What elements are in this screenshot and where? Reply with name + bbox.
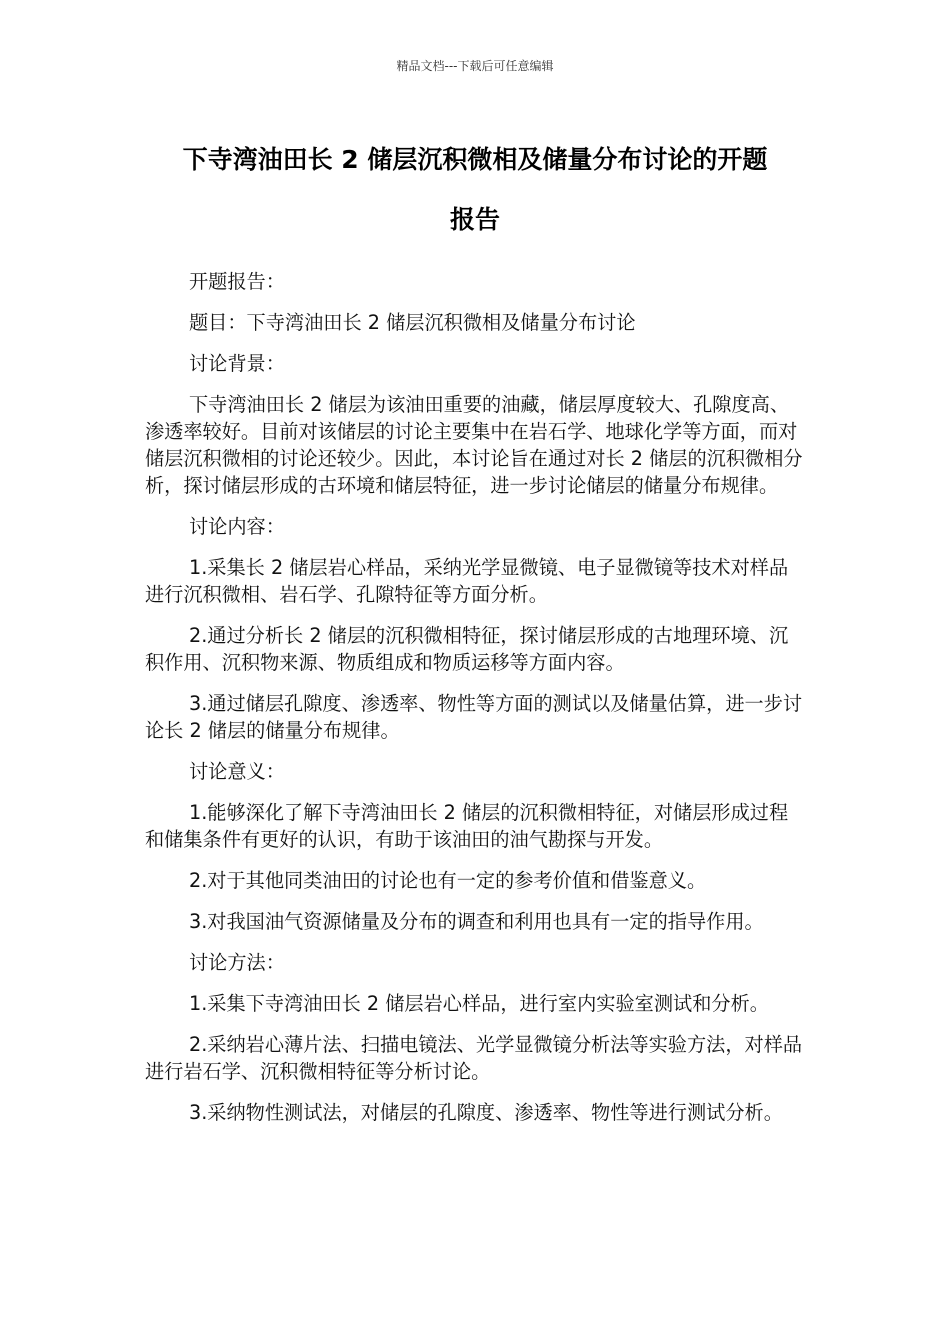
topic-line: 题目：下寺湾油田长 2 储层沉积微相及储量分布讨论 (189, 311, 636, 334)
significance-item-1: 1.能够深化了解下寺湾油田长 2 储层的沉积微相特征，对储层形成过程和储集条件有更好的认识，有助于该油田的油气勘探与开发。 (145, 801, 789, 851)
section-label-report: 开题报告： (189, 270, 285, 293)
section-label-methods: 讨论方法： (189, 951, 285, 974)
background-paragraph: 下寺湾油田长 2 储层为该油田重要的油藏，储层厚度较大、孔隙度高、渗透率较好。目前对该储层的讨论主要集中在岩石学、地球化学等方面，而对储层沉积微相的讨论还较少。因此，本讨论旨在通过对长 2 储层的沉积微相分析，探讨储层形成的古环境和储层特征，进一步讨论储层的储量分布规律。 (145, 393, 803, 497)
method-item-2: 2.采纳岩心薄片法、扫描电镜法、光学显微镜分析法等实验方法，对样品进行岩石学、沉积微相特征等分析讨论。 (145, 1033, 803, 1083)
header-watermark: 精品文档---下载后可任意编辑 (396, 59, 554, 73)
document-body (145, 268, 805, 1140)
title-line-2: 报告 (449, 205, 500, 234)
significance-item-2: 2.对于其他同类油田的讨论也有一定的参考价值和借鉴意义。 (189, 869, 707, 892)
method-item-1: 1.采集下寺湾油田长 2 储层岩心样品，进行室内实验室测试和分析。 (189, 992, 769, 1015)
significance-item-3: 3.对我国油气资源储量及分布的调查和利用也具有一定的指导作用。 (189, 910, 764, 933)
title-line-1: 下寺湾油田长 2 储层沉积微相及储量分布讨论的开题 (182, 145, 768, 174)
section-label-significance: 讨论意义： (189, 760, 285, 783)
content-item-2: 2.通过分析长 2 储层的沉积微相特征，探讨储层形成的古地理环境、沉积作用、沉积物来源、物质组成和物质运移等方面内容。 (145, 624, 789, 674)
content-item-1: 1.采集长 2 储层岩心样品，采纳光学显微镜、电子显微镜等技术对样品进行沉积微相、岩石学、孔隙特征等方面分析。 (145, 556, 789, 606)
section-label-content: 讨论内容： (189, 515, 285, 538)
section-label-background: 讨论背景： (189, 352, 285, 375)
method-item-3: 3.采纳物性测试法，对储层的孔隙度、渗透率、物性等进行测试分析。 (189, 1101, 783, 1124)
content-item-3: 3.通过储层孔隙度、渗透率、物性等方面的测试以及储量估算，进一步讨论长 2 储层的储量分布规律。 (145, 692, 803, 742)
document-title (130, 130, 820, 250)
